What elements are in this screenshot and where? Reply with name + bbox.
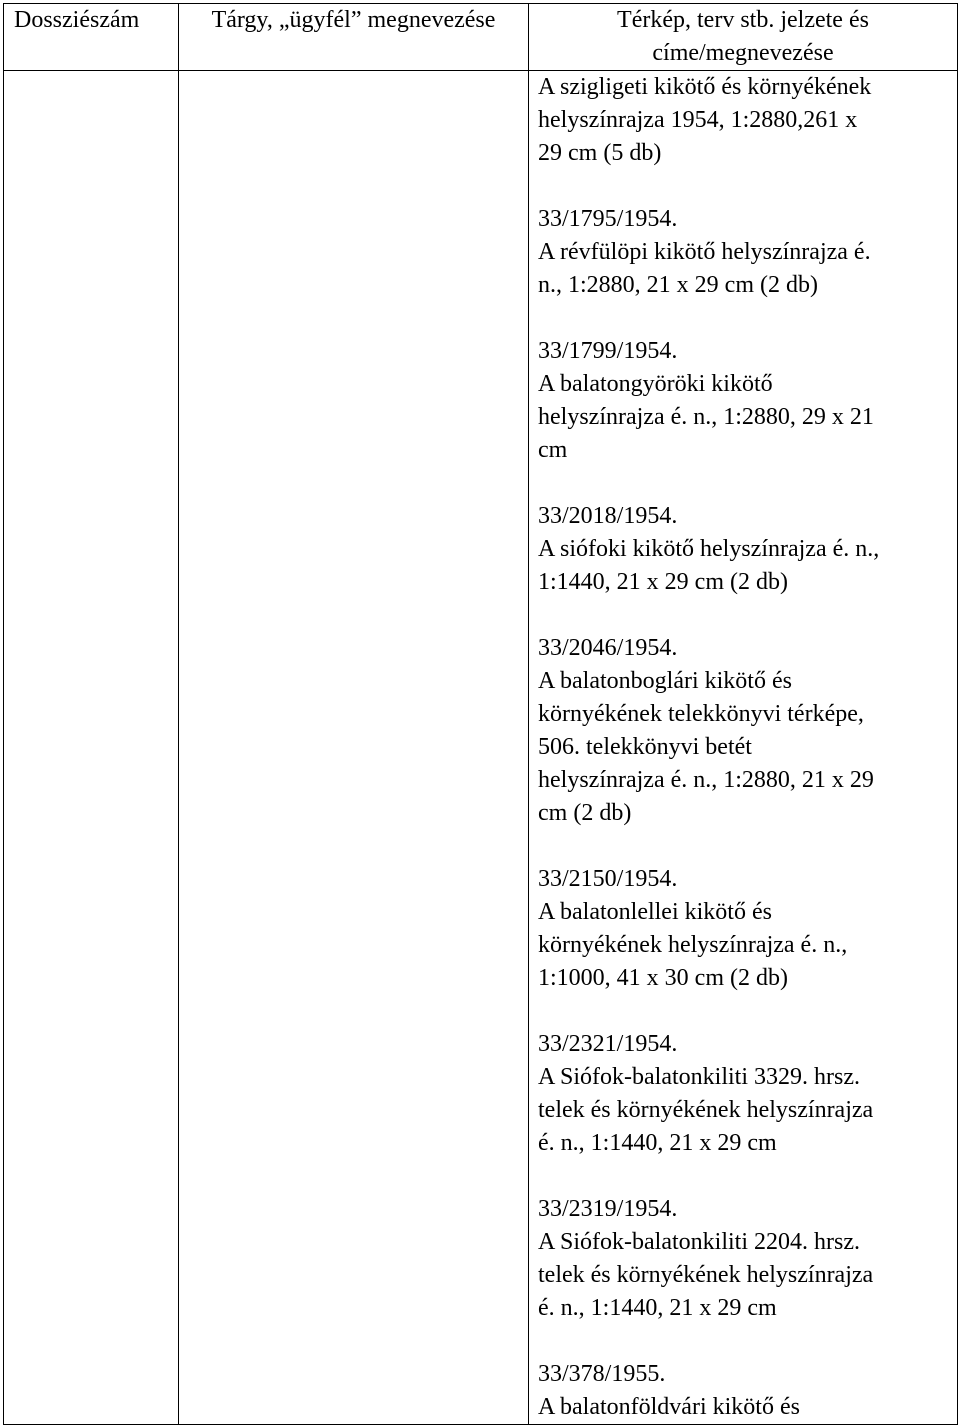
map-entry-description-line: telek és környékének helyszínrajza <box>538 1097 874 1123</box>
dossier-number-cell <box>4 71 179 1425</box>
map-entry-reference-number: 33/2150/1954. <box>538 866 678 892</box>
map-entry-description-line: helyszínrajza é. n., 1:2880, 29 x 21 <box>538 404 874 430</box>
body-row <box>4 71 958 1425</box>
map-entry-description-line: cm <box>538 437 568 463</box>
map-entry-reference-number: 33/2046/1954. <box>538 635 678 661</box>
map-entry-reference-number: 33/378/1955. <box>538 1361 666 1387</box>
map-entry-reference-number: 33/1799/1954. <box>538 338 678 364</box>
map-entry-description-line: telek és környékének helyszínrajza <box>538 1262 874 1288</box>
map-entry-description-line: é. n., 1:1440, 21 x 29 cm <box>538 1130 777 1156</box>
map-entry-description-line: A balatonlellei kikötő és <box>538 899 772 925</box>
map-entry-description-line: A balatonföldvári kikötő és <box>538 1394 800 1420</box>
map-plan-cell <box>529 71 958 1425</box>
map-entry <box>538 1358 949 1424</box>
header-dossier-number <box>4 4 179 71</box>
map-entry-reference-number: 33/2319/1954. <box>538 1196 678 1222</box>
map-entry <box>538 1193 949 1325</box>
header-row <box>4 4 958 71</box>
map-entry <box>538 1028 949 1160</box>
map-entry-description-line: A révfülöpi kikötő helyszínrajza é. <box>538 239 871 265</box>
map-entry-description-line: 29 cm (5 db) <box>538 140 662 166</box>
archive-table <box>3 3 958 1425</box>
map-entry-description-line: 1:1000, 41 x 30 cm (2 db) <box>538 965 788 991</box>
map-entry-description-line: környékének helyszínrajza é. n., <box>538 932 848 958</box>
header-dossier-number-label: Dossziészám <box>14 7 140 33</box>
map-entry <box>538 335 949 467</box>
map-entry-description-line: A siófoki kikötő helyszínrajza é. n., <box>538 536 880 562</box>
header-subject-client-label: Tárgy, „ügyfél” megnevezése <box>211 7 496 33</box>
header-subject-client <box>179 4 529 71</box>
header-map-plan-title-label: Térkép, terv stb. jelzete és címe/megnevezése <box>617 7 869 66</box>
map-entry-description-line: helyszínrajza é. n., 1:2880, 21 x 29 <box>538 767 874 793</box>
map-entry <box>538 500 949 599</box>
map-entry-description-line: A szigligeti kikötő és környékének <box>538 74 872 100</box>
map-entry <box>538 632 949 830</box>
map-entry-description-line: A balatongyöröki kikötő <box>538 371 773 397</box>
map-entry-description-line: környékének telekkönyvi térképe, <box>538 701 864 727</box>
map-entry-description-line: é. n., 1:1440, 21 x 29 cm <box>538 1295 777 1321</box>
map-entry-reference-number: 33/2018/1954. <box>538 503 678 529</box>
map-entry-description-line: A Siófok-balatonkiliti 3329. hrsz. <box>538 1064 860 1090</box>
map-entry-description-line: 1:1440, 21 x 29 cm (2 db) <box>538 569 788 595</box>
map-entry-description-line: A Siófok-balatonkiliti 2204. hrsz. <box>538 1229 860 1255</box>
map-entry-description-line: A balatonboglári kikötő és <box>538 668 792 694</box>
subject-client-cell <box>179 71 529 1425</box>
map-entry-description-line: n., 1:2880, 21 x 29 cm (2 db) <box>538 272 818 298</box>
map-entry-reference-number: 33/2321/1954. <box>538 1031 678 1057</box>
map-entry-reference-number: 33/1795/1954. <box>538 206 678 232</box>
map-entry-description-line: cm (2 db) <box>538 800 632 826</box>
map-entry-description-line: helyszínrajza 1954, 1:2880,261 x <box>538 107 858 133</box>
map-entry-description-line: 506. telekkönyvi betét <box>538 734 752 760</box>
map-entries-list <box>529 71 957 1424</box>
map-entry <box>538 863 949 995</box>
map-entry <box>538 203 949 302</box>
header-map-plan-title <box>529 4 958 71</box>
map-entry <box>538 71 949 170</box>
